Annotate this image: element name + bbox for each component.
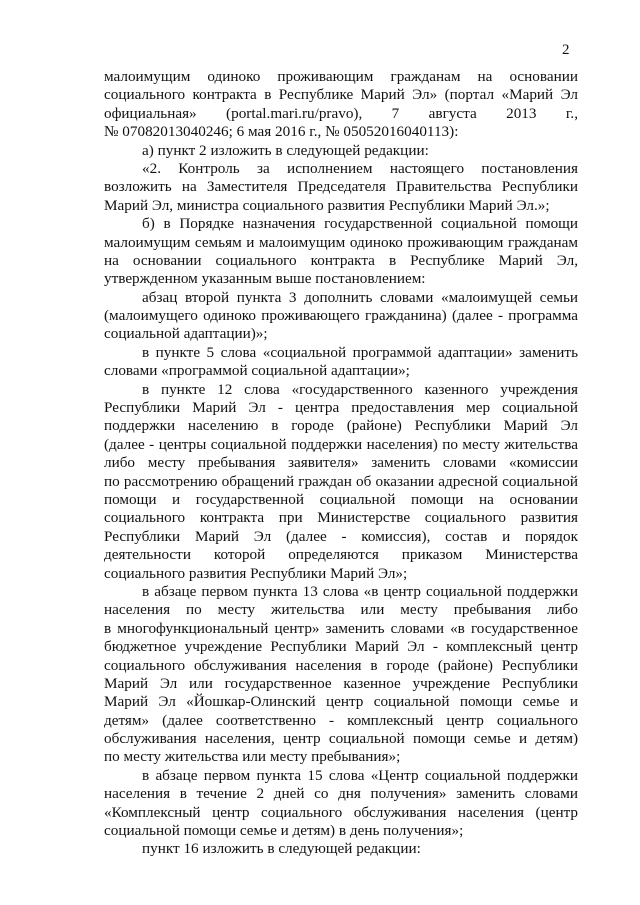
text-line: социальной адаптации)»; xyxy=(104,325,268,343)
text-line: либо месту пребывания заявителя» заменить словами «комиссии xyxy=(104,454,578,472)
text-line: Марий Эл или государственное казенное учреждение Республики xyxy=(104,674,578,692)
text-line: обслуживания населения, центр социальной помощи семье и детям) xyxy=(104,730,578,748)
text-line: возложить на Заместителя Председателя Правительства Республики xyxy=(104,178,578,196)
text-line: социального развития Республики Марий Эл»; xyxy=(104,564,408,582)
page-number: 2 xyxy=(562,42,570,58)
text-line: по месту жительства или месту пребывания»; xyxy=(104,748,401,766)
text-line: деятельности которой определяются приказом Министерства xyxy=(104,546,578,564)
text-line: утвержденном указанным выше постановлением: xyxy=(104,270,426,288)
text-line: на основании социального контракта в Республике Марий Эл, xyxy=(104,251,578,269)
text-line: «Комплексный центр социального обслуживания населения (центр xyxy=(104,803,578,821)
text-line: бюджетное учреждение Республики Марий Эл - комплексный центр xyxy=(104,638,578,656)
text-line: населения по месту жительства или месту пребывания либо xyxy=(104,601,578,619)
text-line: Республики Марий Эл - центра предоставления мер социальной xyxy=(104,399,578,417)
text-line: по рассмотрению обращений граждан об оказании адресной социальной xyxy=(104,472,578,490)
text-line: социального обслуживания населения в городе (районе) Республики xyxy=(104,656,578,674)
text-line: абзац второй пункта 3 дополнить словами «малоимущей семьи xyxy=(142,288,578,306)
text-line: пункт 16 изложить в следующей редакции: xyxy=(142,840,421,858)
text-line: в пункте 12 слова «государственного казенного учреждения xyxy=(142,380,578,398)
text-line: № 07082013040246; 6 мая 2016 г., № 05052016040113): xyxy=(104,123,459,141)
text-line: в пункте 5 слова «социальной программой адаптации» заменить xyxy=(142,343,578,361)
document-body xyxy=(104,68,578,859)
text-line: (малоимущего одиноко проживающего гражданина) (далее - программа xyxy=(104,307,578,325)
text-line: социальной помощи семье и детям) в день получения»; xyxy=(104,822,464,840)
text-line: б) в Порядке назначения государственной социальной помощи xyxy=(142,215,578,233)
text-line: малоимущим семьям и малоимущим одиноко проживающим гражданам xyxy=(104,233,578,251)
text-line: в абзаце первом пункта 13 слова «в центр социальной поддержки xyxy=(142,582,578,600)
text-line: а) пункт 2 изложить в следующей редакции: xyxy=(142,141,429,159)
text-line: социального контракта в Республике Марий Эл» (портал «Марий Эл xyxy=(104,86,578,104)
text-line: «2. Контроль за исполнением настоящего постановления xyxy=(142,159,578,177)
text-line: в абзаце первом пункта 15 слова «Центр социальной поддержки xyxy=(142,766,578,784)
text-line: поддержки населению в городе (районе) Республики Марий Эл xyxy=(104,417,578,435)
text-line: Республики Марий Эл (далее - комиссия), состав и порядок xyxy=(104,527,578,545)
text-line: малоимущим одиноко проживающим гражданам на основании xyxy=(104,68,578,85)
text-line: официальная» (portal.mari.ru/pravo), 7 августа 2013 г., xyxy=(104,104,578,122)
text-line: населения в течение 2 дней со дня получения» заменить словами xyxy=(104,785,578,803)
text-line: социального контракта при Министерстве социального развития xyxy=(104,509,578,527)
text-line: словами «программой социальной адаптации»; xyxy=(104,362,410,380)
text-line: в многофункциональный центр» заменить словами «в государственное xyxy=(104,619,578,637)
text-line: детям» (далее соответственно - комплексный центр социального xyxy=(104,711,578,729)
text-line: Марий Эл «Йошкар-Олинский центр социальной помощи семье и xyxy=(104,693,578,711)
text-line: Марий Эл, министра социального развития Республики Марий Эл.»; xyxy=(104,196,550,214)
text-line: (далее - центры социальной поддержки населения) по месту жительства xyxy=(104,435,578,453)
text-line: помощи и государственной социальной помощи на основании xyxy=(104,490,578,508)
